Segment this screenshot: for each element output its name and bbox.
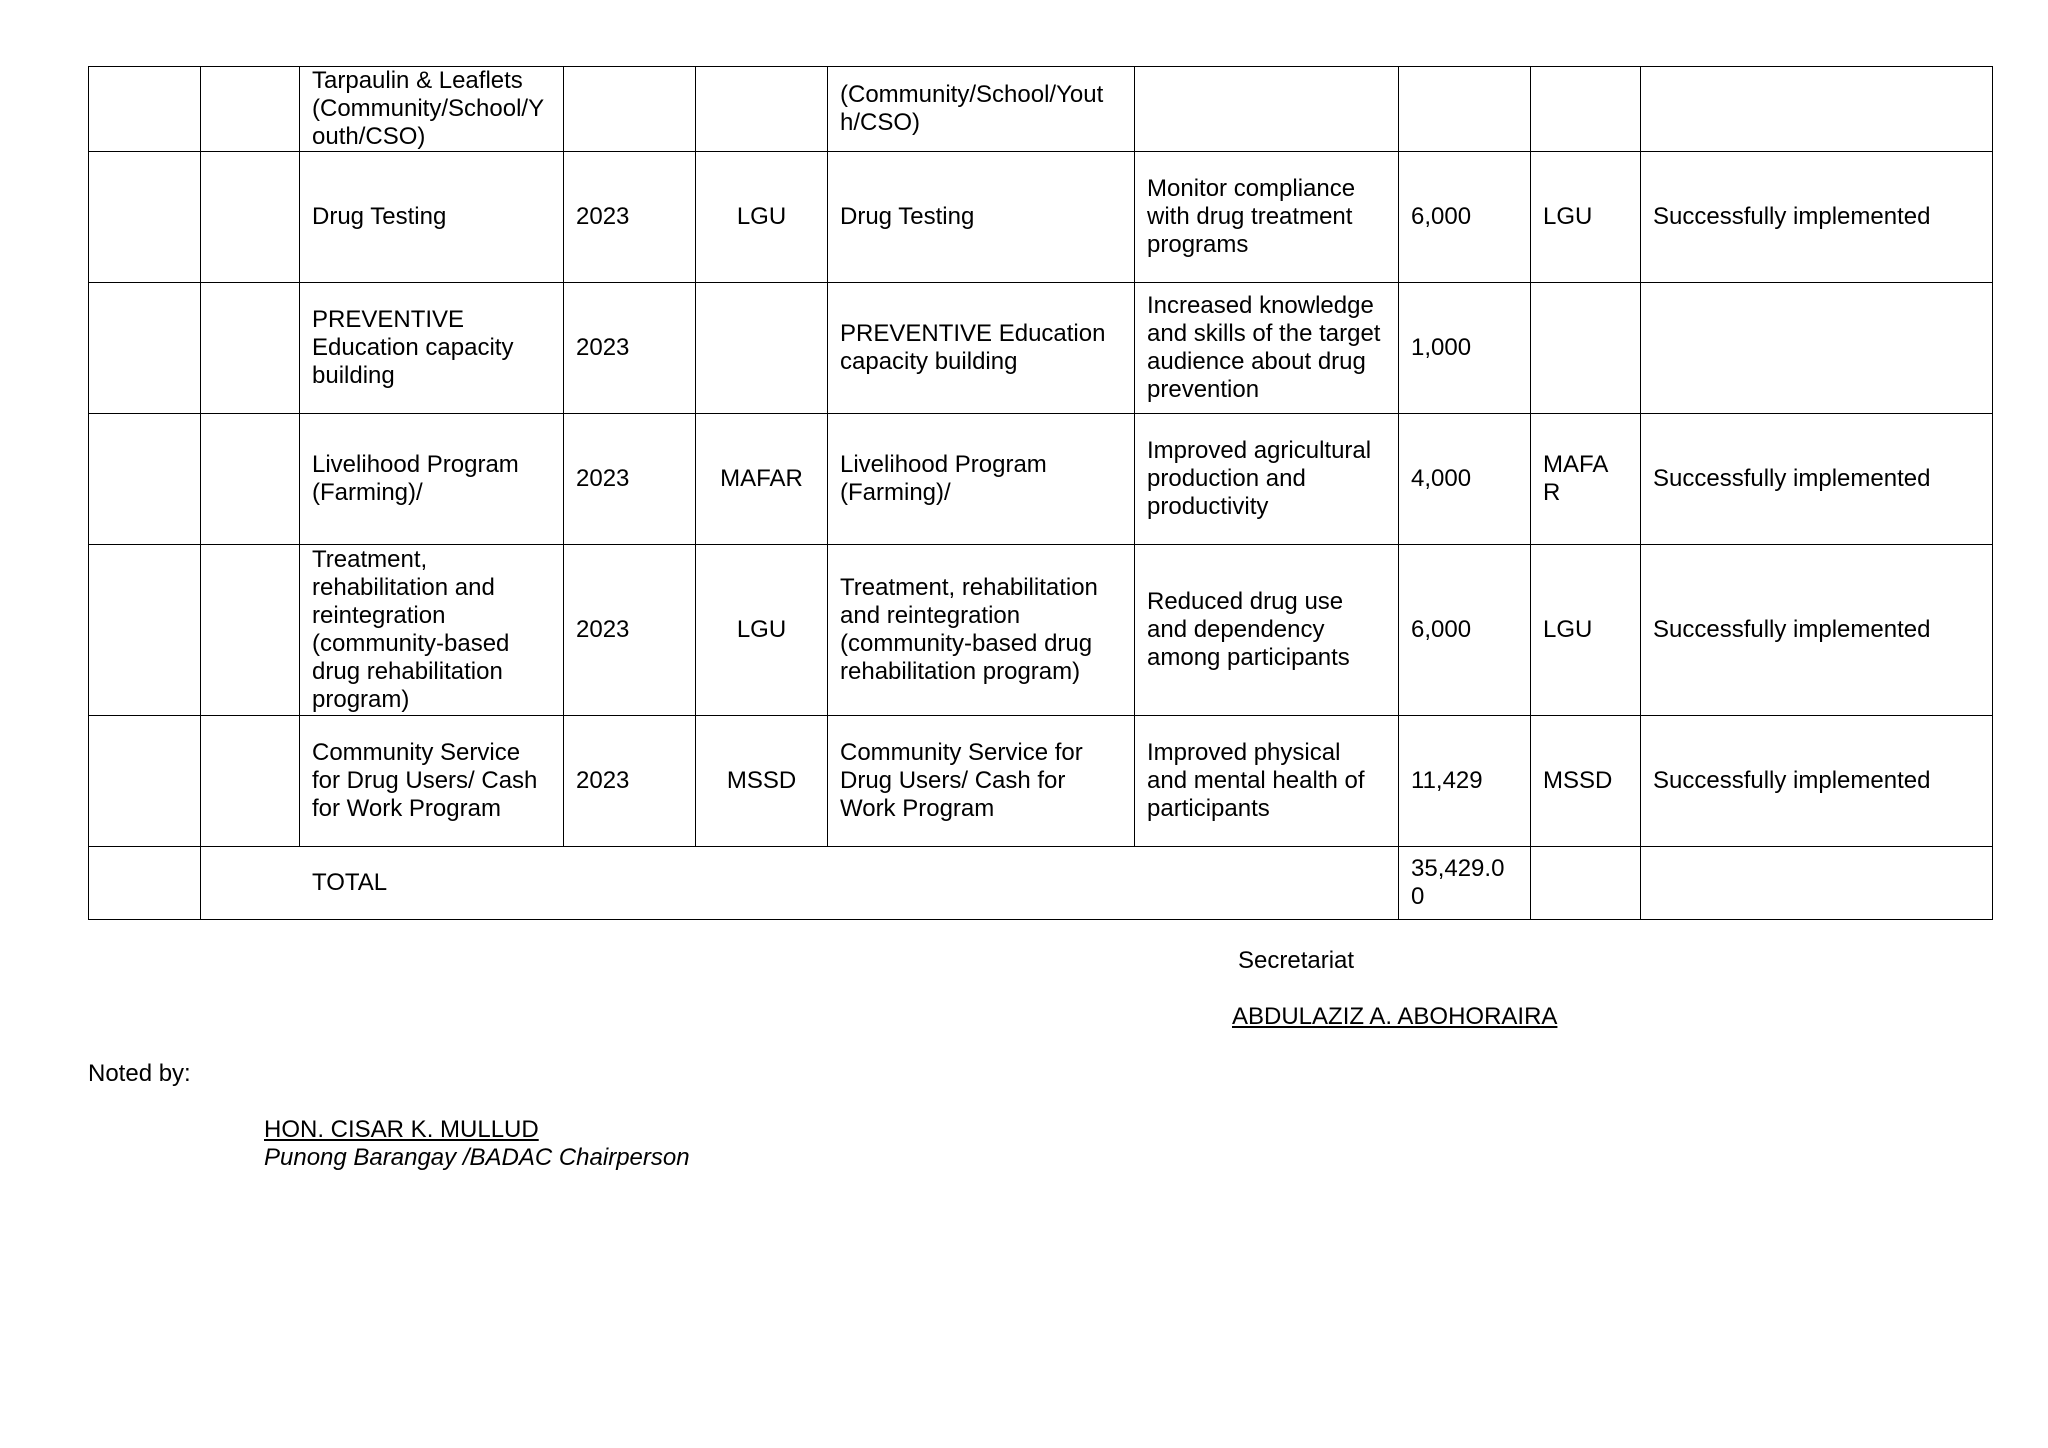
empty-cell <box>201 545 300 716</box>
budget-cell: 6,000 <box>1399 545 1531 716</box>
program-cell: (Community/School/Yout h/CSO) <box>828 67 1135 152</box>
responsible-cell: MSSD <box>1531 716 1641 847</box>
outcome-cell: Improved agricultural production and productivity <box>1135 414 1399 545</box>
responsible-cell: MAFA R <box>1531 414 1641 545</box>
activity-cell: Drug Testing <box>300 152 564 283</box>
total-row <box>89 847 1993 920</box>
secretariat-label: Secretariat <box>1238 947 1355 974</box>
year-cell: 2023 <box>564 716 696 847</box>
empty-cell <box>89 283 201 414</box>
table-row <box>89 283 1993 414</box>
activity-cell: PREVENTIVE Education capacity building <box>300 283 564 414</box>
year-cell: 2023 <box>564 545 696 716</box>
outcome-cell: Reduced drug use and dependency among participants <box>1135 545 1399 716</box>
year-cell: 2023 <box>564 414 696 545</box>
total-label: TOTAL <box>201 847 1399 920</box>
budget-cell: 6,000 <box>1399 152 1531 283</box>
total-value: 35,429.0 0 <box>1399 847 1531 920</box>
outcome-cell <box>1135 67 1399 152</box>
chairperson-name: HON. CISAR K. MULLUD <box>264 1116 539 1143</box>
table-row <box>89 716 1993 847</box>
responsible-cell: LGU <box>1531 545 1641 716</box>
budget-cell: 11,429 <box>1399 716 1531 847</box>
empty-cell <box>201 67 300 152</box>
activity-cell: Tarpaulin & Leaflets (Community/School/Y outh/CSO) <box>300 67 564 152</box>
table-row <box>89 67 1993 152</box>
agency-cell: MSSD <box>696 716 828 847</box>
agency-cell <box>696 67 828 152</box>
empty-cell <box>89 414 201 545</box>
outcome-cell: Improved physical and mental health of participants <box>1135 716 1399 847</box>
noted-by-label: Noted by: <box>88 1060 191 1087</box>
agency-cell: MAFAR <box>696 414 828 545</box>
empty-cell <box>201 152 300 283</box>
empty-cell <box>89 716 201 847</box>
remarks-cell <box>1641 283 1993 414</box>
budget-cell <box>1399 67 1531 152</box>
program-cell: Treatment, rehabilitation and reintegration (community-based drug rehabilitation program) <box>828 545 1135 716</box>
empty-cell <box>89 152 201 283</box>
empty-cell <box>201 414 300 545</box>
outcome-cell: Increased knowledge and skills of the target audience about drug prevention <box>1135 283 1399 414</box>
secretariat-name: ABDULAZIZ A. ABOHORAIRA <box>1232 1003 1558 1030</box>
agency-cell: LGU <box>696 152 828 283</box>
program-cell: Drug Testing <box>828 152 1135 283</box>
program-cell: Community Service for Drug Users/ Cash for Work Program <box>828 716 1135 847</box>
empty-cell <box>201 283 300 414</box>
outcome-cell: Monitor compliance with drug treatment programs <box>1135 152 1399 283</box>
empty-cell <box>1641 847 1993 920</box>
year-cell: 2023 <box>564 283 696 414</box>
program-cell: PREVENTIVE Education capacity building <box>828 283 1135 414</box>
responsible-cell <box>1531 67 1641 152</box>
empty-cell <box>89 847 201 920</box>
activities-table <box>88 66 1993 920</box>
agency-cell <box>696 283 828 414</box>
program-cell: Livelihood Program (Farming)/ <box>828 414 1135 545</box>
activity-cell: Livelihood Program (Farming)/ <box>300 414 564 545</box>
chairperson-title: Punong Barangay /BADAC Chairperson <box>264 1144 690 1171</box>
empty-cell <box>89 67 201 152</box>
responsible-cell <box>1531 283 1641 414</box>
remarks-cell: Successfully implemented <box>1641 152 1993 283</box>
responsible-cell: LGU <box>1531 152 1641 283</box>
budget-cell: 1,000 <box>1399 283 1531 414</box>
empty-cell <box>201 716 300 847</box>
agency-cell: LGU <box>696 545 828 716</box>
activity-cell: Community Service for Drug Users/ Cash for Work Program <box>300 716 564 847</box>
budget-cell: 4,000 <box>1399 414 1531 545</box>
remarks-cell: Successfully implemented <box>1641 716 1993 847</box>
remarks-cell: Successfully implemented <box>1641 545 1993 716</box>
activity-cell: Treatment, rehabilitation and reintegration (community-based drug rehabilitation program) <box>300 545 564 716</box>
empty-cell <box>89 545 201 716</box>
table-row <box>89 545 1993 716</box>
table-row <box>89 152 1993 283</box>
remarks-cell: Successfully implemented <box>1641 414 1993 545</box>
remarks-cell <box>1641 67 1993 152</box>
empty-cell <box>1531 847 1641 920</box>
year-cell: 2023 <box>564 152 696 283</box>
table-row <box>89 414 1993 545</box>
year-cell <box>564 67 696 152</box>
